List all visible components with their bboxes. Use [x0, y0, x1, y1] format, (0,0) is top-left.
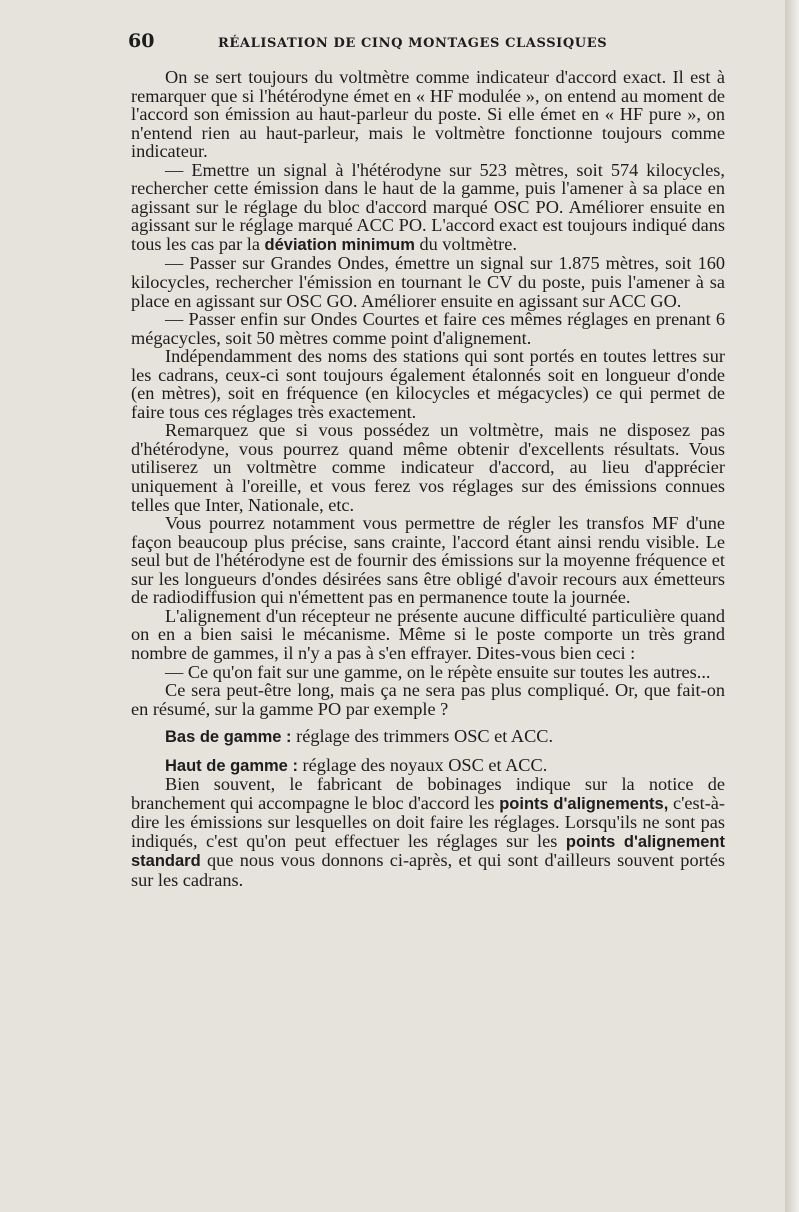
running-title: RÉALISATION DE CINQ MONTAGES CLASSIQUES	[218, 36, 608, 51]
paragraph-transfos-mf: Vous pourrez notamment vous permettre de régler les transfos MF d'une façon beaucoup plus précise, sans crainte, l'accord étant ainsi rendu visible. Le seul but de l'hétérodyne est de fournir des émissions sur la moyenne fréquence et sur les longueurs d'ondes désirées sans être obligé d'avoir recours aux émetteurs de radiodiffusion qui n'émettent pas en permanence toute la journée.	[131, 513, 725, 608]
paragraph-text: que nous vous donnons ci-après, et qui sont d'ailleurs souvent portés sur les cadrans.	[131, 850, 725, 890]
paragraph-text: réglage des trimmers OSC et ACC.	[291, 726, 554, 747]
paragraph-ondes-courtes: — Passer enfin sur Ondes Courtes et faire ces mêmes réglages en prenant 6 mégacycles, soit 50 mètres comme point d'alignement.	[131, 309, 725, 348]
paragraph-text: du voltmètre.	[414, 233, 517, 254]
body-text	[131, 68, 725, 890]
label-haut-de-gamme: Haut de gamme :	[165, 756, 298, 775]
paragraph-emettre-po	[131, 161, 725, 255]
paragraph-sans-heterodyne: Remarquez que si vous possédez un voltmètre, mais ne disposez pas d'hétérodyne, vous pourrez quand même obtenir d'excellents résultats. Vous utiliserez un voltmètre comme indicateur d'accord, au lieu d'apprécier uniquement à l'oreille, et vous ferez vos réglages sur des émissions connues telles que Inter, Nationale, etc.	[131, 420, 725, 515]
paragraph-text: c'est-à-dire les émissions sur lesquelles on doit faire les réglages. Lorsqu'ils ne sont pas indiqués, c'est qu'on peut effectuer les réglages sur les	[131, 792, 725, 851]
label-bas-de-gamme: Bas de gamme :	[165, 728, 292, 747]
emphasis-points-alignement-standard: points d'alignement standard	[131, 832, 726, 871]
page-header	[128, 30, 728, 54]
paragraph-bas-de-gamme	[131, 727, 725, 747]
paragraph-haut-de-gamme	[131, 756, 725, 776]
paragraph-gamme-repete: — Ce qu'on fait sur une gamme, on le répète ensuite sur toutes les autres...	[165, 661, 711, 682]
paragraph-text: — Emettre un signal à l'hétérodyne sur 523 mètres, soit 574 kilocycles, rechercher cette émission dans le haut de la gamme, puis l'amener à sa place en agissant sur le réglage du bloc d'accord marqué OSC PO. Améliorer ensuite en agissant sur le réglage marqué ACC PO. L'accord exact est toujours indiqué dans tous les cas par la	[131, 159, 725, 254]
paragraph-text: Bien souvent, le fabricant de bobinages indique sur la notice de branchement qui accompagne le bloc d'accord les	[131, 774, 725, 813]
paragraph-points-alignement	[131, 775, 725, 889]
paragraph-grandes-ondes: — Passer sur Grandes Ondes, émettre un signal sur 1.875 mètres, soit 160 kilocycles, rechercher l'émission en tournant le CV du poste, puis l'amener à sa place en agissant sur OSC GO. Améliorer ensuite en agissant sur ACC GO.	[131, 253, 725, 311]
page-edge	[785, 0, 799, 1212]
page-number: 60	[128, 30, 155, 52]
emphasis-deviation-minimum: déviation minimum	[264, 235, 415, 254]
paragraph-cadrans: Indépendamment des noms des stations qui sont portés en toutes lettres sur les cadrans, ceux-ci sont toujours également étalonnés soit en longueur d'onde (en mètres), soit en fréquence (en kilocycles et mégacycles) ce qui permet de faire tous ces réglages très exactement.	[131, 346, 725, 422]
paragraph-resume: Ce sera peut-être long, mais ça ne sera pas plus compliqué. Or, que fait-on en résumé, sur la gamme PO par exemple ?	[131, 680, 725, 719]
paragraph-text: réglage des noyaux OSC et ACC.	[297, 754, 548, 775]
paragraph-alignement: L'alignement d'un récepteur ne présente aucune difficulté particulière quand on en a bien saisi le mécanisme. Même si le poste comporte un très grand nombre de gammes, il n'y a pas à s'en effrayer. Dites-vous bien ceci :	[131, 605, 725, 663]
paragraph-voltmetre: On se sert toujours du voltmètre comme indicateur d'accord exact. Il est à remarquer que si l'hétérodyne émet en « HF modulée », on entend au moment de l'accord son émission au haut-parleur du poste. Si elle émet en « HF pure », on n'entend rien au haut-parleur, mais le voltmètre fonctionne toujours comme indicateur.	[131, 67, 725, 162]
emphasis-points-alignements: points d'alignements,	[499, 794, 669, 813]
